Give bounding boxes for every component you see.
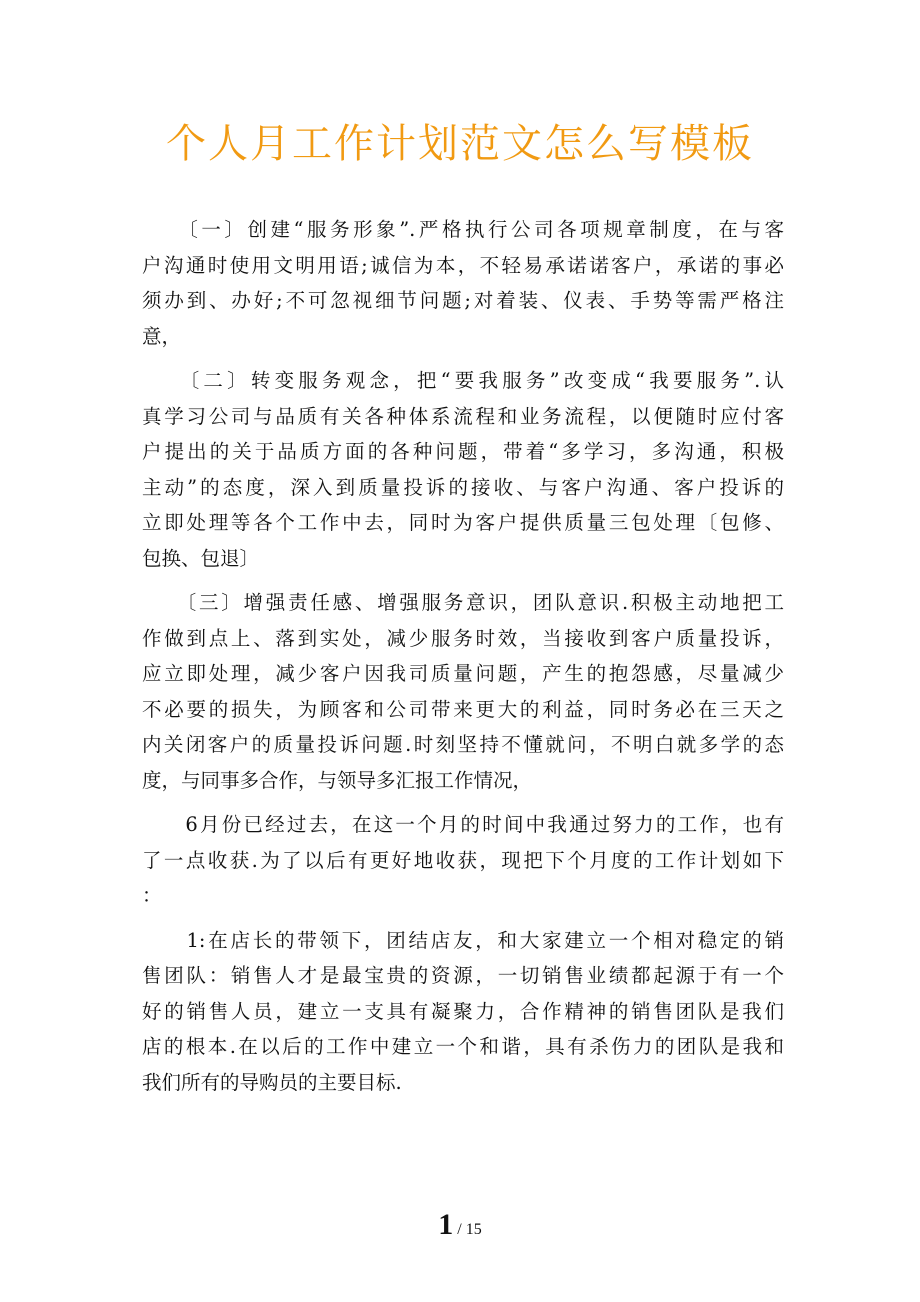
text-line: 售团队：销售人才是最宝贵的资源，一切销售业绩都起源于有一个 [142, 964, 784, 987]
text-line: 须办到、办好;不可忽视细节问题;对着装、仪表、手势等需严格注 [142, 289, 784, 312]
paragraph [142, 923, 784, 1101]
text-line: 〔三〕增强责任感、增强服务意识，团队意识.积极主动地把工 [142, 591, 784, 614]
text-line: 户提出的关于品质方面的各种问题，带着“多学习，多沟通，积极 [142, 440, 784, 463]
text-line: 立即处理等各个工作中去，同时为客户提供质量三包处理〔包修、 [142, 511, 784, 534]
text-line: 真学习公司与品质有关各种体系流程和业务流程，以便随时应付客 [142, 404, 784, 428]
text-line: 了一点收获.为了以后有更好地收获，现把下个月度的工作计划如下 [142, 848, 784, 872]
text-line: 度，与同事多合作，与领导多汇报工作情况， [142, 768, 533, 792]
text-line: 〔二〕转变服务观念，把“要我服务”改变成“我要服务”.认 [142, 369, 784, 392]
text-line: 〔一〕创建“服务形象”.严格执行公司各项规章制度，在与客 [142, 218, 784, 241]
paragraph [142, 807, 784, 914]
text-line: 户沟通时使用文明用语;诚信为本，不轻易承诺诺客户，承诺的事必 [142, 253, 784, 277]
document-title: 个人月工作计划范文怎么写模板 [166, 121, 754, 167]
text-line: 内关闭客户的质量投诉问题.时刻坚持不懂就问，不明白就多学的态 [142, 733, 784, 756]
current-page: 1 [438, 1208, 454, 1241]
text-line: 主动”的态度，深入到质量投诉的接收、与客户沟通、客户投诉的 [142, 475, 784, 499]
text-line: 我们所有的导购员的主要目标. [142, 1070, 402, 1094]
text-line: 包换、包退〕 [142, 546, 260, 570]
paragraph [142, 212, 784, 354]
total-pages: / 15 [453, 1221, 482, 1238]
text-line: ： [142, 884, 162, 907]
text-line: 应立即处理，减少客户因我司质量问题，产生的抱怨感，尽量减少 [142, 662, 784, 685]
text-line: 6月份已经过去，在这一个月的时间中我通过努力的工作，也有 [142, 813, 784, 836]
page-indicator [0, 1208, 920, 1242]
text-line: 店的根本.在以后的工作中建立一个和谐，具有杀伤力的团队是我和 [142, 1035, 784, 1058]
text-line: 好的销售人员，建立一支具有凝聚力，合作精神的销售团队是我们 [142, 999, 784, 1023]
text-line: 意， [142, 324, 182, 348]
text-line: 作做到点上、落到实处，减少服务时效，当接收到客户质量投诉， [142, 626, 784, 650]
paragraph [142, 363, 784, 576]
paragraph [142, 585, 784, 798]
document-body [142, 212, 784, 1109]
text-line: 不必要的损失，为顾客和公司带来更大的利益，同时务必在三天之 [142, 697, 784, 721]
text-line: 1:在店长的带领下，团结店友，和大家建立一个相对稳定的销 [142, 928, 784, 952]
